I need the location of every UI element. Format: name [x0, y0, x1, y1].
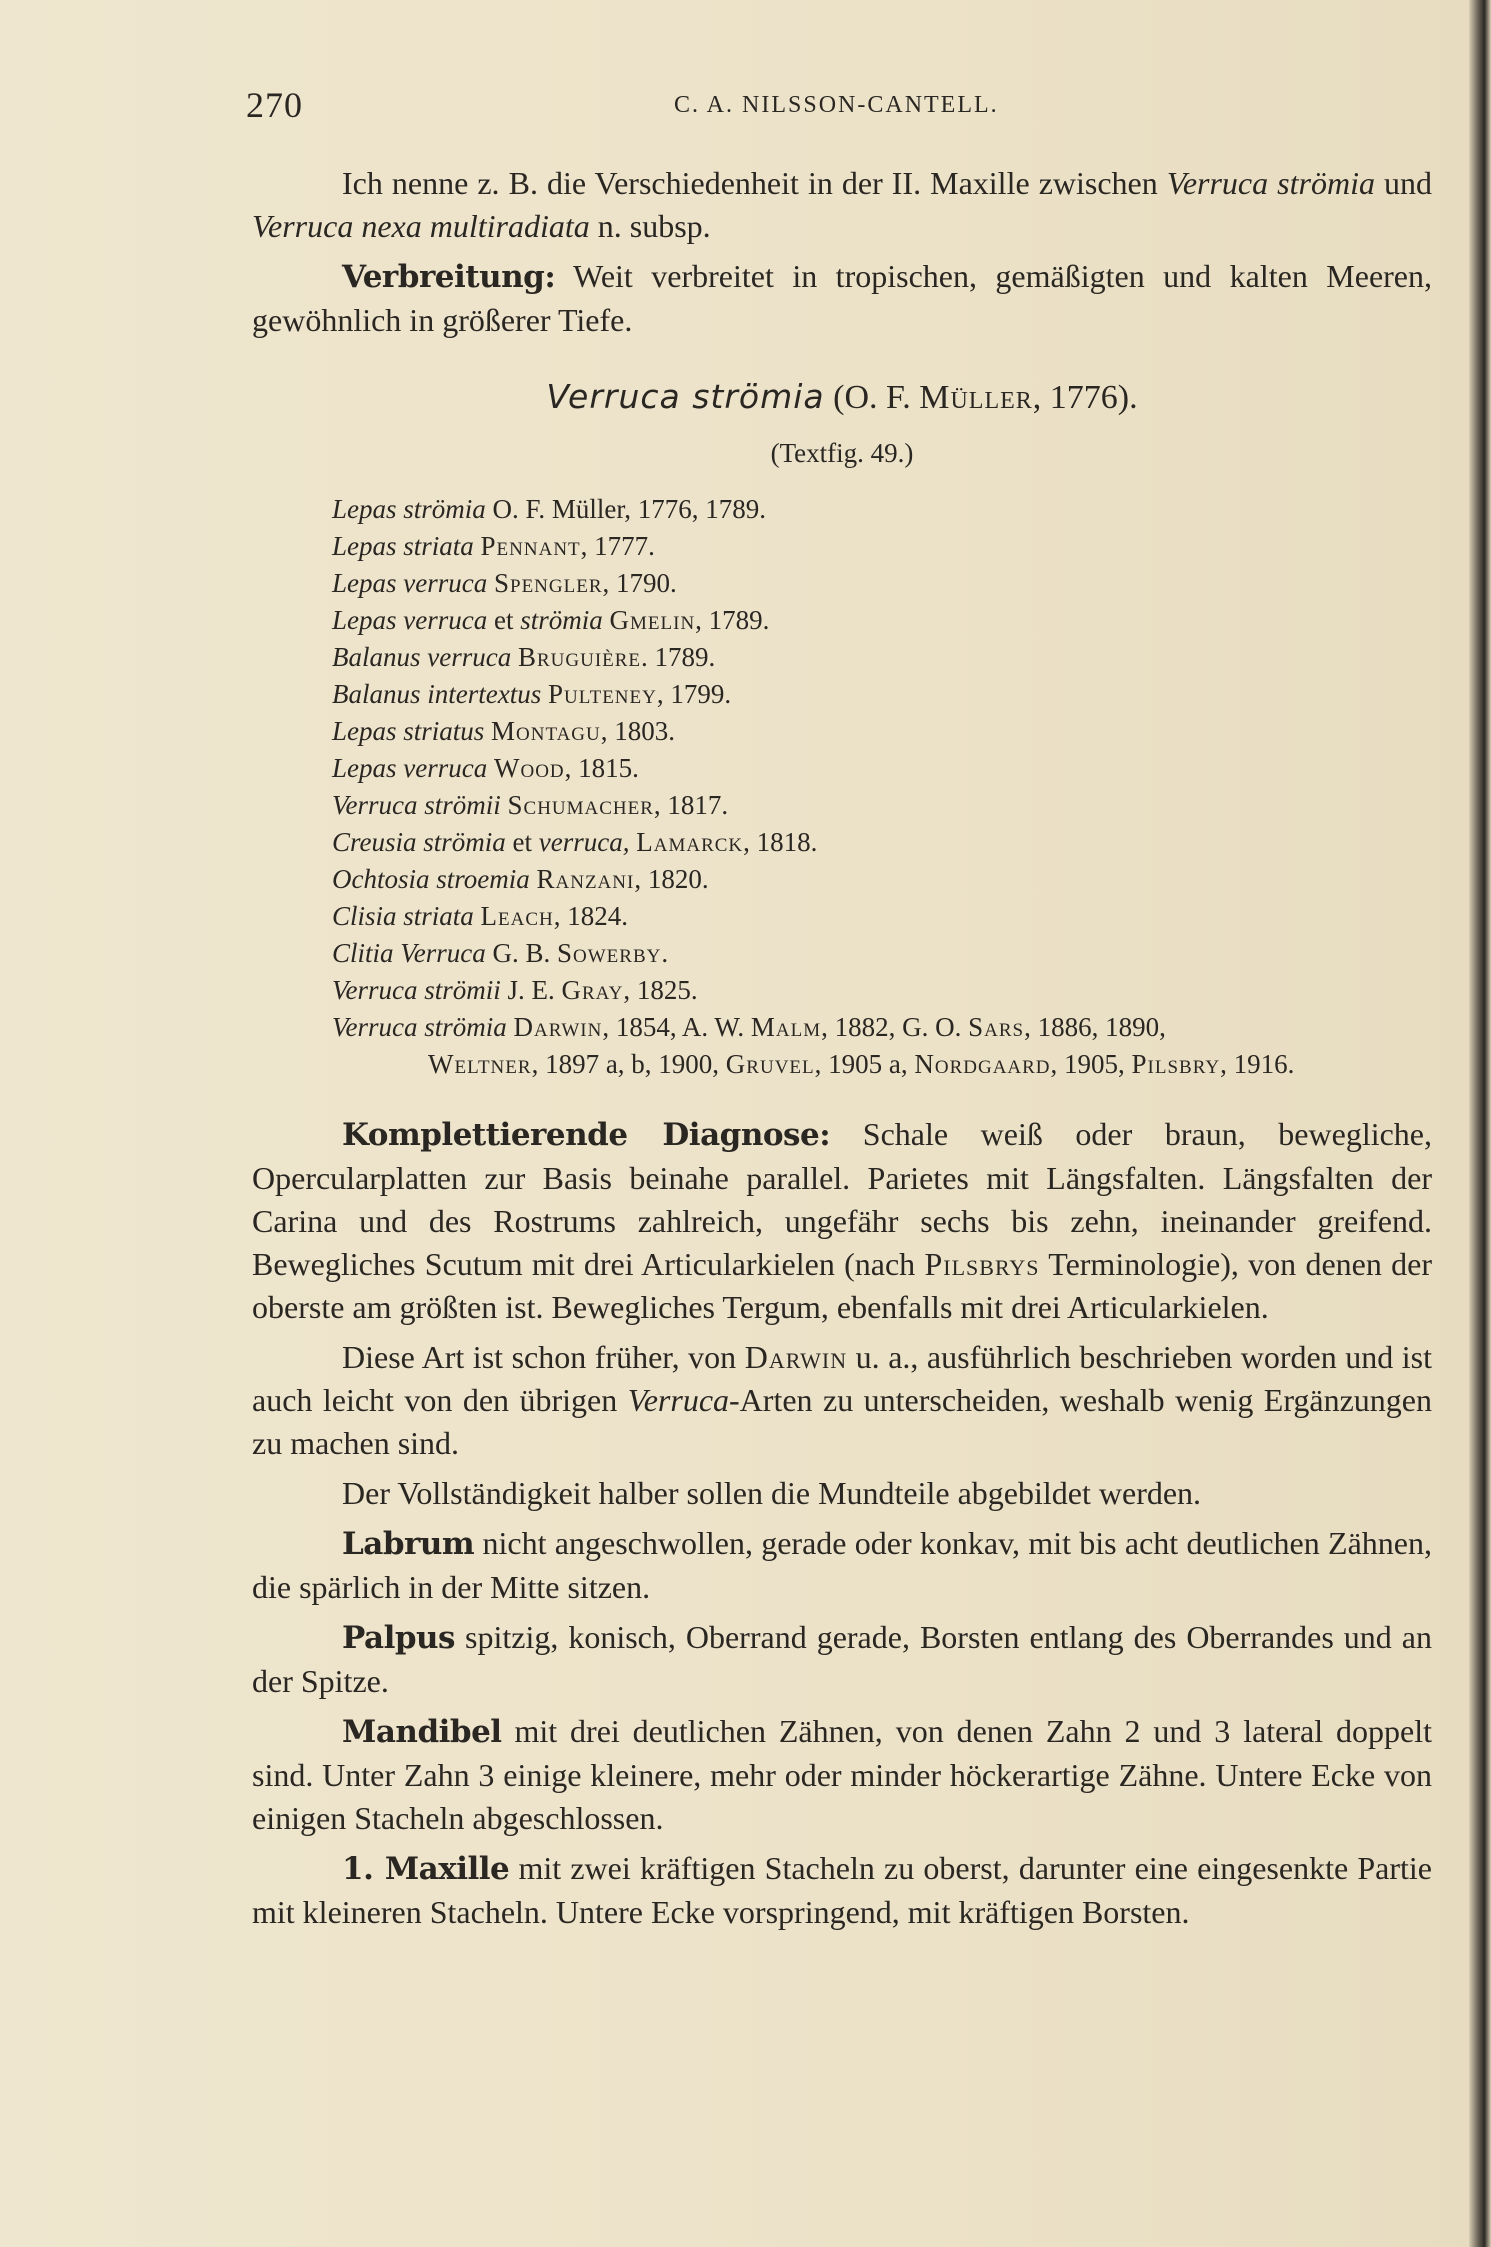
verbreitung-heading: Verbreitung: [342, 259, 556, 295]
intro-species-2: Verruca nexa multiradiata [252, 208, 590, 244]
book-spine-edge [1469, 0, 1491, 2247]
synonym-citation: , 1854, A. W. [602, 1012, 751, 1042]
synonym-name: Balanus verruca [332, 642, 512, 672]
mandibel-text: mit drei deutlichen Zähnen, von denen Zahn 2 und 3 lateral doppelt sind. Unter Zahn 3 einige kleinere, mehr oder minder höckerartige Zähne. Untere Ecke von einigen Stacheln abgeschlossen. [252, 1713, 1432, 1836]
synonym-author: Lamarck [636, 827, 744, 857]
synonym-name-2: strömia [520, 605, 603, 635]
synonym-citation: , 1824. [553, 901, 629, 931]
diagnose-text-2: Terminologie), von denen der oberste am größten ist. Bewegliches Tergum, ebenfalls mit drei Articularkielen. [252, 1246, 1432, 1325]
palpus-paragraph [252, 1616, 1432, 1703]
page-body [252, 162, 1432, 1934]
intro-species-1: Verruca strömia [1166, 165, 1375, 201]
synonym-name: Verruca strömia [332, 1012, 507, 1042]
synonym-citation: , 1799. [656, 679, 732, 709]
mandibel-heading: Mandibel [342, 1714, 502, 1750]
figure-reference: (Textfig. 49.) [770, 438, 914, 468]
synonym-citation: , 1825. [623, 975, 698, 1005]
maxille-text: mit zwei kräftigen Stacheln zu oberst, darunter eine eingesenkte Partie mit kleineren Stacheln. Untere Ecke vorspringend, mit kräftigen Borsten. [252, 1850, 1433, 1930]
running-head: C. A. NILSSON-CANTELL. [674, 92, 999, 118]
darwin-text-1: Diese Art ist schon früher, von [342, 1339, 745, 1375]
synonym-name: Clisia striata [332, 901, 474, 931]
diagnose-paragraph [252, 1113, 1432, 1329]
synonym-item [332, 528, 1432, 565]
synonym-author: Pulteney [547, 679, 657, 709]
diagnose-heading: Komplettierende Diagnose: [342, 1117, 831, 1153]
labrum-text: nicht angeschwollen, gerade oder konkav, mit bis acht deutlichen Zähnen, die spärlich in der Mitte sitzen. [252, 1525, 1432, 1605]
palpus-heading: Palpus [342, 1620, 456, 1656]
darwin-author: Darwin [744, 1339, 848, 1375]
synonym-author: Schumacher [507, 790, 654, 820]
synonym-author: Pilsbry [1131, 1049, 1221, 1079]
synonym-citation: . 1789. [641, 642, 716, 672]
synonym-item [332, 898, 1432, 935]
synonym-item [332, 676, 1432, 713]
synonym-item [332, 639, 1432, 676]
synonym-citation: , 1897 a, b, 1900, [531, 1049, 726, 1079]
synonym-name-2: verruca, [538, 827, 630, 857]
synonym-item [332, 491, 1432, 528]
intro-text-2: und [1374, 165, 1433, 201]
synonym-name: Lepas strömia [332, 494, 486, 524]
synonym-author: Malm [750, 1012, 822, 1042]
vollstaendigkeit-paragraph: Der Vollständigkeit halber sollen die Mundteile abgebildet werden. [342, 1475, 1202, 1511]
synonym-author: Leach [480, 901, 554, 931]
intro-text-1: Ich nenne z. B. die Verschiedenheit in der II. Maxille zwischen [342, 165, 1167, 201]
synonym-citation: , 1905 a, [814, 1049, 915, 1079]
synonym-author: Darwin [513, 1012, 603, 1042]
synonym-citation: . [661, 938, 669, 968]
verbreitung-text: Weit verbreitet in tropischen, gemäßigten und kalten Meeren, gewöhnlich in größerer Tiefe. [252, 258, 1432, 338]
synonym-name: Lepas striatus [332, 716, 485, 746]
synonym-citation: , 1886, 1890, [1024, 1012, 1166, 1042]
synonym-citation: , 1815. [564, 753, 639, 783]
darwin-text-3: -Arten zu unterscheiden, weshalb wenig Ergänzungen zu machen sind. [252, 1382, 1432, 1461]
synonym-citation: , 1820. [634, 864, 709, 894]
synonym-item [332, 565, 1432, 602]
synonym-name: Lepas verruca [332, 753, 488, 783]
synonym-item [332, 972, 1432, 1009]
synonym-item [332, 602, 1432, 639]
synonym-citation: , 1905, [1050, 1049, 1132, 1079]
synonym-author: Gruvel [725, 1049, 815, 1079]
labrum-heading: Labrum [342, 1526, 475, 1562]
darwin-paragraph [252, 1336, 1432, 1465]
synonym-author: Nordgaard [914, 1049, 1051, 1079]
synonym-list [252, 491, 1432, 1083]
intro-paragraph [252, 162, 1432, 248]
labrum-paragraph [252, 1522, 1432, 1609]
synonym-item [332, 935, 1432, 972]
synonym-citation: , 1818. [743, 827, 818, 857]
diagnose-text-1: Schale weiß oder braun, bewegliche, Opercularplatten zur Basis beinahe parallel. Parietes mit Längsfalten. Längsfalten der Carina und des Rostrums zahlreich, ungefähr sechs bis zehn, ineinander greifend. Bewegliches Scutum mit drei Articularkielen (nach [252, 1116, 1432, 1282]
synonym-author: Sars [968, 1012, 1025, 1042]
palpus-text: spitzig, konisch, Oberrand gerade, Borsten entlang des Oberrandes und an der Spitze. [252, 1619, 1432, 1699]
verbreitung-paragraph [252, 255, 1432, 342]
synonym-citation: , 1803. [600, 716, 675, 746]
synonym-name: Verruca strömii [332, 790, 501, 820]
synonym-name: Balanus intertextus [332, 679, 542, 709]
synonym-initials: G. B. [492, 938, 558, 968]
synonym-author: Weltner [428, 1049, 532, 1079]
synonym-connector: et [505, 827, 539, 857]
synonym-name: Lepas verruca [332, 605, 488, 635]
darwin-text-2: u. a., ausführlich beschrieben worden und ist auch leicht von den übrigen [252, 1339, 1433, 1418]
synonym-author: Gray [561, 975, 624, 1005]
synonym-name: Clitia Verruca [332, 938, 486, 968]
synonym-continuation [332, 1046, 1432, 1083]
synonym-citation: , 1817. [653, 790, 729, 820]
synonym-citation: , 1789. [695, 605, 770, 635]
page-number: 270 [246, 85, 303, 125]
synonym-name: Ochtosia stroemia [332, 864, 530, 894]
species-author-open: (O. F. [824, 379, 920, 416]
synonym-author: Pennant [480, 531, 581, 561]
maxille-heading: 1. Maxille [342, 1851, 510, 1887]
synonym-initials: J. E. [507, 975, 562, 1005]
synonym-citation: , 1777. [580, 531, 655, 561]
species-author-close: , 1776). [1032, 379, 1138, 416]
synonym-item [332, 861, 1432, 898]
synonym-citation: , 1790. [602, 568, 677, 598]
synonym-author: Spengler [493, 568, 603, 598]
species-author: Müller [919, 379, 1033, 416]
synonym-citation: O. F. Müller, 1776, 1789. [485, 494, 767, 524]
synonym-author: Montagu [491, 716, 601, 746]
synonym-name: Lepas verruca [332, 568, 488, 598]
synonym-connector: et [487, 605, 521, 635]
synonym-citation: , 1916. [1220, 1049, 1295, 1079]
synonym-item [332, 713, 1432, 750]
synonym-citation: , 1882, G. O. [821, 1012, 969, 1042]
synonym-author: Ranzani [536, 864, 635, 894]
synonym-name: Verruca strömii [332, 975, 501, 1005]
synonym-author: Gmelin [609, 605, 696, 635]
darwin-genus: Verruca [627, 1382, 730, 1418]
synonym-author: Wood [493, 753, 565, 783]
synonym-author: Bruguière [517, 642, 642, 672]
species-heading [252, 376, 1432, 419]
maxille-paragraph [252, 1847, 1432, 1934]
synonym-item-multi-author [332, 1009, 1432, 1083]
page-header [246, 84, 1246, 134]
diagnose-author: Pilsbrys [924, 1246, 1040, 1282]
synonym-item [332, 787, 1432, 824]
species-name: Verruca strömia [546, 377, 825, 416]
synonym-name: Lepas striata [332, 531, 474, 561]
intro-text-3: n. subsp. [589, 208, 711, 244]
synonym-item [332, 824, 1432, 861]
synonym-name: Creusia strömia [332, 827, 506, 857]
synonym-author: Sowerby [557, 938, 662, 968]
mandibel-paragraph [252, 1710, 1432, 1840]
synonym-item [332, 750, 1432, 787]
